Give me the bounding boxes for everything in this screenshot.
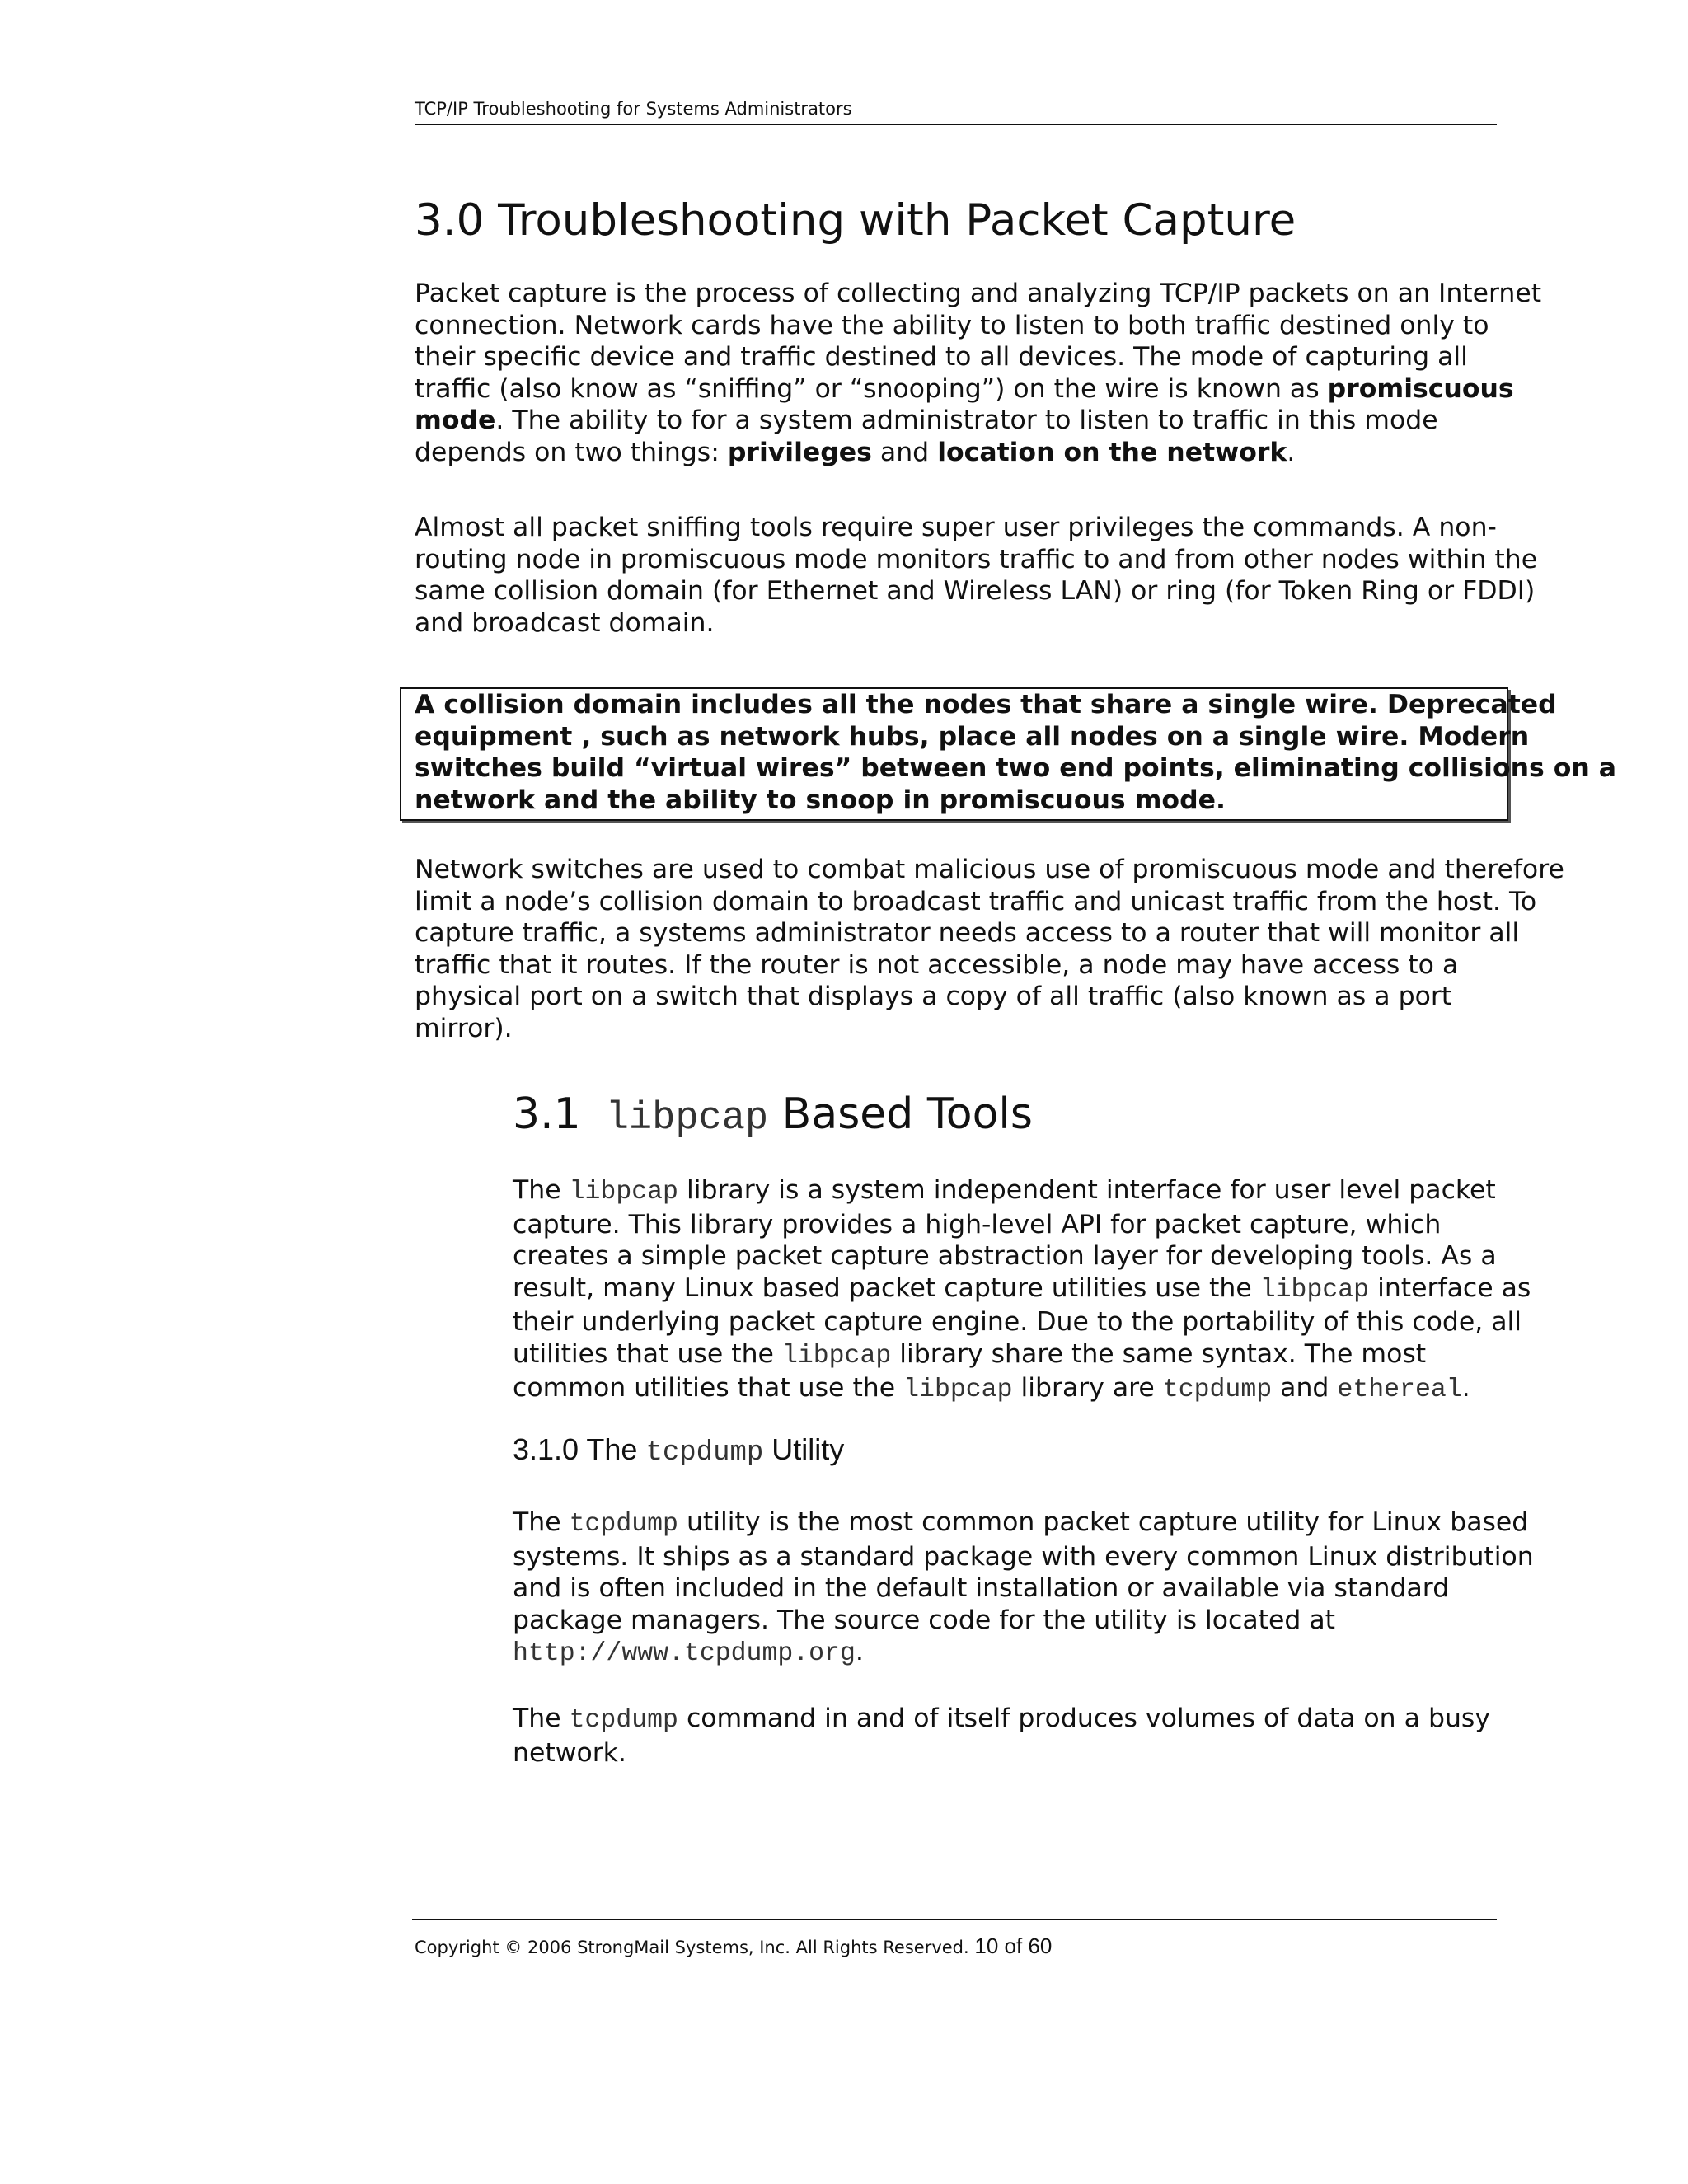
page-footer [415,1933,1052,1960]
section-3-0-title: 3.0 Troubleshooting with Packet Capture [415,195,1296,246]
section-3-1-title: 3.1 libpcap Based Tools [513,1090,1033,1141]
term-location: location on the network [937,437,1287,467]
copyright-text: Copyright © 2006 StrongMail Systems, Inc. All Rights Reserved. [415,1938,975,1957]
section-3-0-paragraph-3: Network switches are used to combat malicious use of promiscuous mode and therefore limit a node’s collision domain to broadcast traffic and unicast traffic from the host. To capture traffic, a systems administrator needs access to a router that will monitor all traffic that it routes. If the router is not accessible, a node may have access to a physical port on a switch that displays a copy of all traffic (also known as a port mirror). [415,855,1564,1043]
section-3-1-0-title: 3.1.0 The tcpdump Utility [513,1432,845,1469]
term-privileges: privileges [727,437,872,467]
section-3-1-0-paragraph-1: The tcpdump utility is the most common packet capture utility for Linux based systems. It ships as a standard package with every common Linux distribution and is often included in the default installation or available via standard package managers. The source code for the utility is located at http://www.tcpdump.org. [513,1507,1534,1668]
section-3-1-paragraph: The libpcap library is a system independent interface for user level packet capture. This library provides a high-level API for packet capture, which creates a simple packet capture abstraction layer for developing tools. As a result, many Linux based packet capture utilities use the libpcap interface as their underlying packet capture engine. Due to the portability of this code, all utilities that use the libpcap library share the same syntax. The most common utilities that use the libpcap library are tcpdump and ethereal. [513,1175,1531,1404]
running-header: TCP/IP Troubleshooting for Systems Administrators [415,97,1497,125]
page-number: 10 of 60 [974,1933,1053,1958]
term-mode: mode [415,405,496,435]
callout-text: A collision domain includes all the nodes that share a single wire. Deprecated equipment , such as network hubs, place all nodes on a single wire. Modern switches build “virtual wires” between two end points, eliminating collisions on a network and the ability to snoop in promiscuous mode. [415,690,1617,815]
term-promiscuous: promiscuous [1327,373,1514,404]
section-3-1-0-paragraph-2: The tcpdump command in and of itself produces volumes of data on a busy network. [513,1704,1490,1768]
footer-rule [412,1919,1497,1920]
tcpdump-url: http://www.tcpdump.org [513,1639,856,1668]
code-tcpdump: tcpdump [645,1437,764,1469]
code-libpcap: libpcap [605,1097,769,1141]
section-3-0-paragraph-2: Almost all packet sniffing tools require super user privileges the commands. A non- routing node in promiscuous mode monitors traffic to and from other nodes within the same collision domain (for Ethernet and Wireless LAN) or ring (for Token Ring or FDDI) and broadcast domain. [415,513,1538,638]
section-3-0-paragraph-1: Packet capture is the process of collecting and analyzing TCP/IP packets on an Internet connection. Network cards have the ability to listen to both traffic destined only to their specific device and traffic destined to all devices. The mode of capturing all traffic (also know as “sniffing” or “snooping”) on the wire is known as promiscuous mode. The ability to for a system administrator to listen to traffic in this mode depends on two things: privileges and location on the network. [415,279,1542,467]
